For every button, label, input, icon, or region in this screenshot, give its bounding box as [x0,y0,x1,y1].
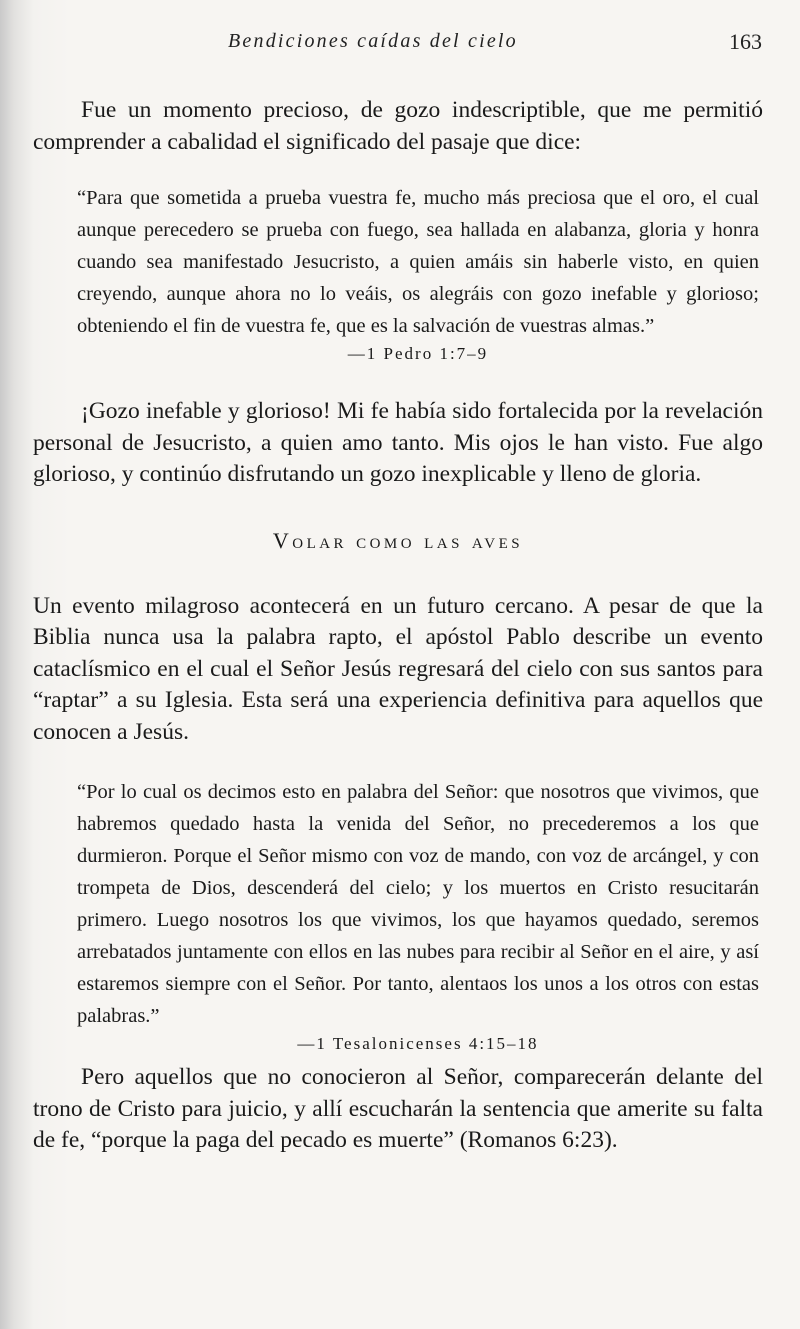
scripture-quote-peter: “Para que sometida a prueba vuestra fe, mucho más preciosa que el oro, el cual aunque perecedero se prueba con fuego, sea hallada en alabanza, gloria y honra cuando sea manifestado Jesucristo, a quien amáis sin haberle visto, en quien creyendo, aunque ahora no lo veáis, os alegráis con gozo inefable y glorioso; obteniendo el fin de vuestra fe, que es la salvación de vuestras almas.” [77,187,759,337]
page-header [0,24,800,64]
scripture-quote-thessalonians: “Por lo cual os decimos esto en palabra del Señor: que nosotros que vivimos, que habremos quedado hasta la venida del Señor, no precederemos a los que durmieron. Porque el Señor mismo con voz de mando, con voz de arcángel, y con trompeta de Dios, descenderá del cielo; y los muertos en Cristo resucitarán primero. Luego nosotros los que vivimos, los que hayamos quedado, seremos arrebatados juntamente con ellos en las nubes para recibir al Señor en el aire, y así estaremos siempre con el Señor. Por tanto, alentaos los unos a los otros con estas palabras.” [77,781,759,1027]
page-number: 163 [729,29,762,54]
paragraph-joy: ¡Gozo inefable y glorioso! Mi fe había sido fortalecida por la revelación personal de Jesucristo, a quien amo tanto. Mis ojos le han visto. Fue algo glorioso, y continúo disfrutando un gozo inexplicable y lleno de gloria. [33,398,763,487]
section-heading: Volar como las aves [272,527,524,553]
paragraph-rapture: Un evento milagroso acontecerá en un futuro cercano. A pesar de que la Biblia nunca usa la palabra rapto, el apóstol Pablo describe un evento cataclísmico en el cual el Señor Jesús regresará del cielo con sus santos para “raptar” a su Iglesia. Esta será una experiencia definitiva para aquellos que conocen a Jesús. [33,592,763,745]
page-content [33,95,763,1157]
paragraph-intro: Fue un momento precioso, de gozo indescriptible, que me permitió comprender a cabalidad el significado del pasaje que dice: [33,97,763,155]
citation-peter: —1 Pedro 1:7–9 [347,344,489,363]
running-title: Bendiciones caídas del cielo [228,30,518,52]
citation-thessalonians: —1 Tesalonicenses 4:15–18 [297,1034,539,1053]
paragraph-judgment: Pero aquellos que no conocieron al Señor, comparecerán delante del trono de Cristo para juicio, y allí escucharán la sentencia que amerite su falta de fe, “porque la paga del pecado es muerte” (Romanos 6:23). [33,1064,763,1153]
